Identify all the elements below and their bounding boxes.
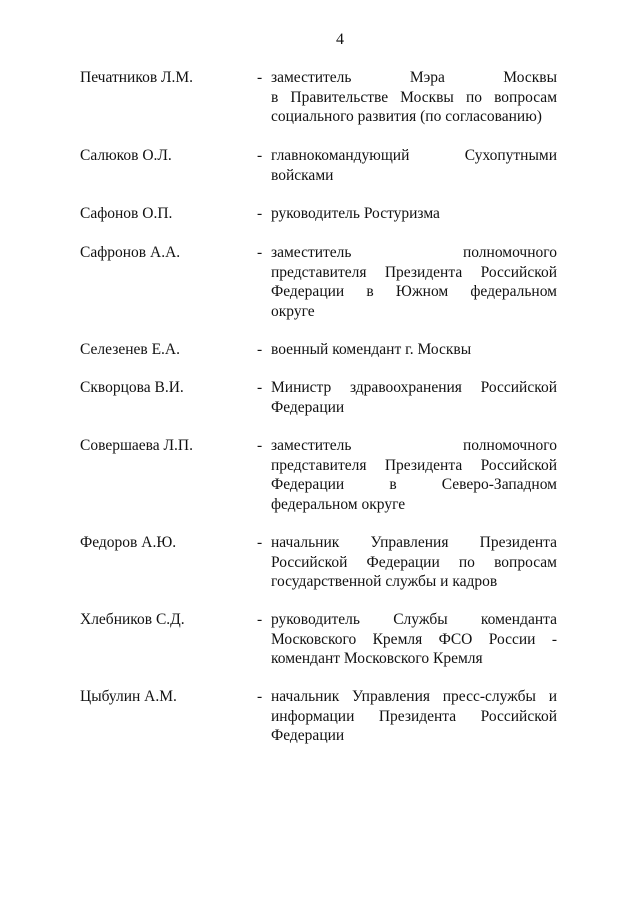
page-number: 4 bbox=[336, 31, 344, 48]
description-line: заместитель полномочного bbox=[271, 244, 557, 261]
separator-dash: - bbox=[257, 437, 263, 454]
separator-dash: - bbox=[257, 147, 263, 164]
description-line: представителя Президента Российской bbox=[271, 263, 557, 281]
description-line: Министр здравоохранения Российской bbox=[271, 379, 557, 396]
description-line: руководитель Ростуризма bbox=[271, 205, 440, 222]
description-line: начальник Управления Президента bbox=[271, 534, 557, 551]
description-line: информации Президента Российской bbox=[271, 707, 557, 725]
description-line: Федерации в Северо-Западном bbox=[271, 476, 557, 493]
description-line: представителя Президента Российской bbox=[271, 456, 557, 474]
description-line: руководитель Службы коменданта bbox=[271, 611, 557, 628]
separator-dash: - bbox=[257, 379, 263, 396]
description-line: округе bbox=[271, 302, 315, 320]
description-line: Федерации в Южном федеральном bbox=[271, 283, 557, 300]
separator-dash: - bbox=[257, 341, 263, 358]
position-description bbox=[271, 610, 557, 669]
position-description bbox=[271, 378, 557, 417]
description-line: военный комендант г. Москвы bbox=[271, 341, 472, 358]
description-line: в Правительстве Москвы по вопросам bbox=[271, 88, 557, 106]
person-name: Совершаева Л.П. bbox=[80, 437, 193, 454]
position-description bbox=[271, 436, 557, 514]
position-description bbox=[271, 340, 557, 360]
description-line: федеральном округе bbox=[271, 495, 406, 513]
description-line: главнокомандующий Сухопутными bbox=[271, 147, 557, 164]
description-line: войсками bbox=[271, 166, 334, 184]
description-line: начальник Управления пресс-службы и bbox=[271, 688, 557, 705]
person-name: Селезенев Е.А. bbox=[80, 341, 180, 358]
position-description bbox=[271, 204, 557, 224]
separator-dash: - bbox=[257, 69, 263, 86]
description-line: Федерации bbox=[271, 727, 345, 744]
description-line: государственной службы и кадров bbox=[271, 573, 498, 590]
separator-dash: - bbox=[257, 611, 263, 628]
description-line: заместитель Мэра Москвы bbox=[271, 69, 557, 86]
separator-dash: - bbox=[257, 244, 263, 261]
description-line: заместитель полномочного bbox=[271, 437, 557, 454]
position-description bbox=[271, 243, 557, 321]
person-name: Федоров А.Ю. bbox=[80, 534, 177, 551]
position-description bbox=[271, 687, 557, 746]
description-line: Федерации bbox=[271, 398, 345, 416]
person-name: Скворцова В.И. bbox=[80, 379, 184, 396]
person-name: Сафонов О.П. bbox=[80, 205, 173, 222]
description-line: Российской Федерации по вопросам bbox=[271, 553, 557, 571]
person-name: Цыбулин А.М. bbox=[80, 688, 177, 705]
description-line: социального развития (по согласованию) bbox=[271, 108, 542, 125]
description-line: комендант Московского Кремля bbox=[271, 650, 483, 667]
separator-dash: - bbox=[257, 688, 263, 705]
position-description bbox=[271, 68, 557, 127]
position-description bbox=[271, 533, 557, 592]
separator-dash: - bbox=[257, 205, 263, 222]
person-name: Печатников Л.М. bbox=[80, 69, 194, 86]
person-name: Хлебников С.Д. bbox=[80, 611, 185, 628]
position-description bbox=[271, 146, 557, 185]
person-name: Сафронов А.А. bbox=[80, 244, 181, 261]
description-line: Московского Кремля ФСО России - bbox=[271, 630, 557, 648]
separator-dash: - bbox=[257, 534, 263, 551]
person-name: Салюков О.Л. bbox=[80, 147, 172, 164]
